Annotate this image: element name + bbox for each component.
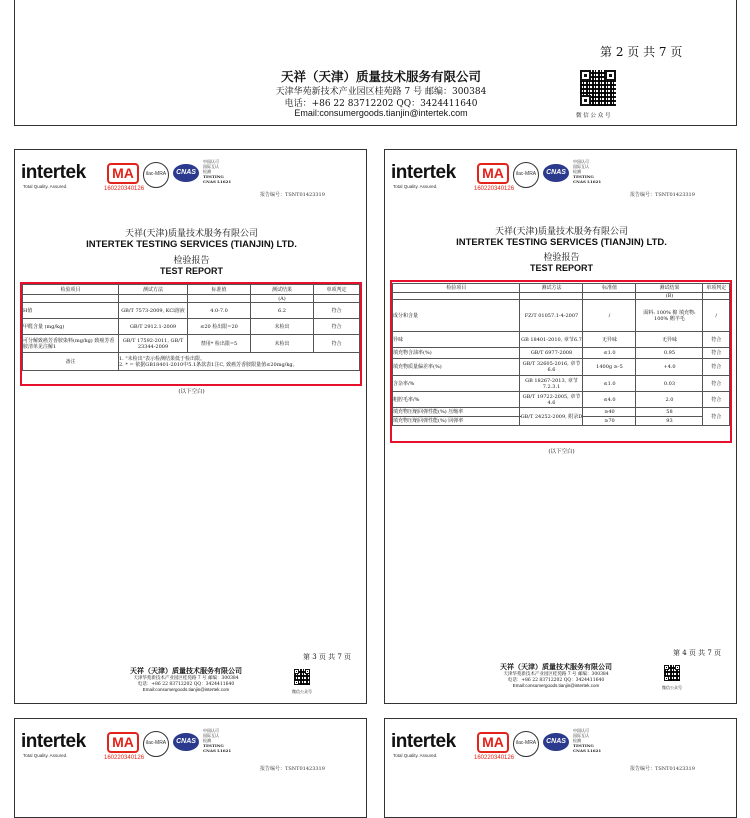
title-company-cn: 天祥(天津)质量技术服务有限公司: [124, 229, 259, 239]
table-row: 粗腔毛率/% GB/T 19722-2005, 章节4.6 ≤4.0 2.0 符合: [393, 392, 730, 408]
page-indicator: 第 3 页 共 7 页: [303, 653, 352, 661]
footer-email: Email:consumergoods.tianjin@intertek.com: [142, 687, 230, 692]
intertek-logo: intertek: [21, 162, 86, 183]
col-header: 测试方法: [119, 285, 188, 295]
footer-company: 天祥（天津）质量技术服务有限公司: [130, 666, 242, 675]
table-row: 成分和含量 FZ/T 01057.1-4-2007 / 面料: 100% 棉 填充物: 100% 鹅羊毛 /: [393, 300, 730, 332]
phone: 电话：+86 22 83712202 QQ：3424411640: [284, 99, 478, 109]
ma-mark: MA: [107, 163, 139, 184]
ma-number: 160220340126: [104, 186, 145, 192]
title-report-cn: 检验报告: [543, 253, 580, 263]
sample-label: (A): [251, 295, 314, 303]
page-2-footer-sheet: [14, 0, 737, 126]
wechat-qr-code: [294, 669, 310, 685]
footer-company: 天祥（天津）质量技术服务有限公司: [500, 662, 612, 671]
footer-address: 天津华苑新技术产业园区桂苑路 7 号 邮编：300384: [133, 676, 239, 681]
intertek-logo: intertek: [391, 162, 456, 183]
col-header: 检验项目: [23, 285, 119, 295]
footer-email: Email:consumergoods.tianjin@intertek.com: [512, 683, 600, 688]
table-row: 填充物质量偏差率(%) GB/T 32605-2016, 章节6.6 1400g ≥-5 +4.0 符合: [393, 359, 730, 376]
table-row: 可分解致癌芳香胺染料(mg/kg) 致癌芳香胺清单见注解1 GB/T 17592-2011, GB/T 23344-2009 禁用* 检出限=5 未检出 符合: [23, 335, 360, 353]
company-name: 天祥（天津）质量技术服务有限公司: [280, 69, 481, 84]
ilac-mra-logo: ilac-MRA: [143, 162, 169, 188]
intertek-logo: intertek: [21, 731, 86, 752]
cnas-logo: CNAS: [543, 733, 569, 751]
table-row: 异味 GB 18401-2010, 章节6.7 无异味 无异味 符合: [393, 332, 730, 348]
col-header: 测试结果: [251, 285, 314, 295]
table-row: 甲醛含量 (mg/kg) GB/T 2912.1-2009 ≤20 检出限=20 未检出 符合: [23, 319, 360, 335]
accreditation-text: 中国认可 国际互认 检测 TESTING CNAS L1621: [573, 728, 602, 753]
tagline: Total Quality. Assured.: [23, 753, 68, 758]
report-page-5-partial: [14, 718, 367, 818]
end-of-table: (以下空白): [548, 449, 575, 455]
highlight-box: [20, 282, 362, 386]
notes-content: 1. "未检出"表示检测结果低于检出限。 2. * = 依据GB18401-2010中5.1条款表1注C, 致癌芳香胺限量值≤20mg/kg。: [119, 353, 360, 371]
sample-label: (B): [636, 293, 703, 300]
wechat-qr-code: [580, 70, 616, 106]
footer-address: 天津华苑新技术产业园区桂苑路 7 号 邮编：300384: [503, 672, 609, 677]
title-report-en: TEST REPORT: [159, 266, 223, 276]
address: 天津华苑新技术产业园区桂苑路 7 号 邮编：300384: [275, 87, 487, 97]
table-row: 含杂率/% GB 18267-2013, 章节7.2.3.1 ≤1.0 0.03 符合: [393, 376, 730, 392]
ilac-mra-logo: ilac-MRA: [513, 162, 539, 188]
ma-mark: MA: [477, 732, 509, 753]
tagline: Total Quality. Assured.: [23, 184, 68, 189]
report-page-6-partial: [384, 718, 737, 818]
ma-mark: MA: [477, 163, 509, 184]
qr-caption: 微 信 公 众 号: [576, 113, 611, 119]
accreditation-text: 中国认可 国际互认 检测 TESTING CNAS L1621: [203, 159, 232, 184]
report-number: 报告编号：TSNT01423319: [630, 192, 695, 198]
title-report-cn: 检验报告: [173, 256, 210, 266]
ilac-mra-logo: ilac-MRA: [513, 731, 539, 757]
page-indicator: 第 4 页 共 7 页: [673, 649, 722, 657]
highlight-box: [390, 280, 732, 443]
ma-number: 160220340126: [474, 755, 515, 761]
tagline: Total Quality. Assured.: [393, 184, 438, 189]
intertek-logo: intertek: [391, 731, 456, 752]
footer-phone: 电话：+86 22 83712202 QQ：3424411640: [507, 678, 605, 683]
accreditation-text: 中国认可 国际互认 检测 TESTING CNAS L1621: [203, 728, 232, 753]
qr-caption: 微信公众号: [662, 685, 682, 690]
ma-number: 160220340126: [104, 755, 145, 761]
accreditation-text: 中国认可 国际互认 检测 TESTING CNAS L1621: [573, 159, 602, 184]
end-of-table: (以下空白): [178, 389, 205, 395]
report-number: 报告编号：TSNT01423319: [260, 192, 325, 198]
report-page-4: [384, 149, 737, 704]
qr-caption: 微信公众号: [292, 689, 312, 694]
footer-phone: 电话：+86 22 83712202 QQ：3424411640: [137, 682, 235, 687]
test-results-table-b: 检验项目 测试方法 标准值 测试结果 单项判定 (B) 成分和含量 FZ/T 01057.1-4-2007 / 面料: 100% 棉 填充物: 100% 鹅羊毛 / 异味 GB 18401-2010, 章节6.7 无异味 无异味 符合 填充物含油率(%) GB/T 6977-2008 ≤1.0 0.95 符合 填充物质量偏差率(%) GB/T 32605-2016, 章节6.6 1400g ≥-5 +4.0 符合 含杂率/% GB 18267-2013, 章节7.2.3.1 ≤1.0 0.03 符合 粗腔毛率/% GB/T 19722-2005, 章节4.6 ≤4.0 2.0 符合 填充物压缩回弹性能(%) 压缩率 GB/T 24252-2009, 附录D ≥40 58 符合 填充物压缩回弹性能(%) 回弹率 ≥70 93: [392, 283, 730, 426]
report-number: 报告编号：TSNT01423319: [260, 766, 325, 772]
report-number: 报告编号：TSNT01423319: [630, 766, 695, 772]
ma-number: 160220340126: [474, 186, 515, 192]
notes-label: 备注: [23, 353, 119, 371]
title-company-cn: 天祥(天津)质量技术服务有限公司: [494, 227, 629, 237]
title-report-en: TEST REPORT: [529, 263, 593, 273]
col-header: 标准值: [188, 285, 251, 295]
ma-mark: MA: [107, 732, 139, 753]
title-company-en: INTERTEK TESTING SERVICES (TIANJIN) LTD.: [86, 239, 297, 250]
report-page-3: [14, 149, 367, 704]
table-row: 填充物压缩回弹性能(%) 回弹率 ≥70 93: [393, 417, 730, 426]
email: Email:consumergoods.tianjin@intertek.com: [294, 108, 468, 118]
tagline: Total Quality. Assured.: [393, 753, 438, 758]
title-company-en: INTERTEK TESTING SERVICES (TIANJIN) LTD.: [456, 237, 667, 248]
cnas-logo: CNAS: [173, 733, 199, 751]
ilac-mra-logo: ilac-MRA: [143, 731, 169, 757]
table-row: 填充物含油率(%) GB/T 6977-2008 ≤1.0 0.95 符合: [393, 348, 730, 359]
cnas-logo: CNAS: [543, 164, 569, 182]
table-row: H值 GB/T 7573-2009, KCl溶液 4.0-7.0 6.2 符合: [23, 303, 360, 319]
table-row: 填充物压缩回弹性能(%) 压缩率 GB/T 24252-2009, 附录D ≥40 58 符合: [393, 408, 730, 417]
cnas-logo: CNAS: [173, 164, 199, 182]
page-indicator: 第 2 页 共 7 页: [600, 45, 683, 59]
col-header: 单项判定: [314, 285, 360, 295]
wechat-qr-code: [664, 665, 680, 681]
